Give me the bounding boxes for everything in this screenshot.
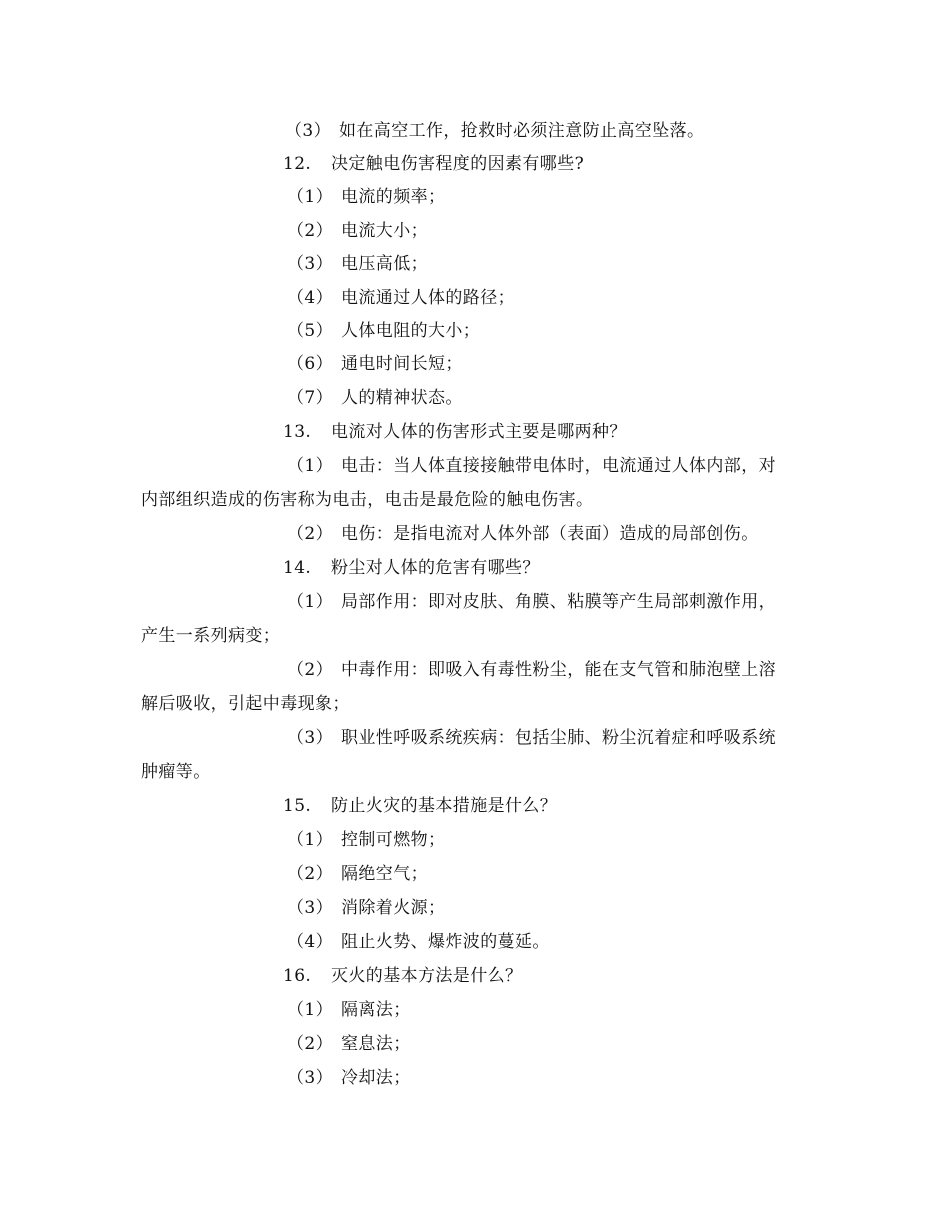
item-text: 隔绝空气；	[341, 864, 428, 884]
list-item	[287, 354, 463, 374]
item-number: （2）	[287, 221, 334, 241]
question-text: 粉尘对人体的危害有哪些？	[331, 558, 540, 578]
list-item	[287, 1000, 411, 1020]
list-item	[287, 864, 428, 884]
item-number: （1）	[287, 456, 334, 476]
list-item	[287, 1068, 411, 1088]
item-text: 内部组织造成的伤害称为电击，电击是最危险的触电伤害。	[141, 490, 594, 510]
item-number: （4）	[287, 288, 334, 308]
item-text: 隔离法；	[341, 1000, 411, 1020]
continuation-line	[141, 490, 593, 510]
item-number: （7）	[287, 388, 334, 408]
continuation-line	[141, 762, 211, 782]
item-text: 消除着火源；	[341, 898, 446, 918]
question-heading	[283, 558, 540, 578]
item-number: （1）	[287, 592, 334, 612]
list-item	[287, 321, 480, 341]
item-number: （3）	[287, 1068, 334, 1088]
question-number: 14.	[283, 558, 312, 578]
item-text: 控制可燃物；	[341, 830, 446, 850]
item-number: （2）	[287, 660, 334, 680]
item-text: 电压高低；	[341, 254, 428, 274]
item-number: （1）	[287, 830, 334, 850]
item-text: 冷却法；	[341, 1068, 411, 1088]
item-text: 电击：当人体直接接触带电体时，电流通过人体内部，对	[341, 456, 776, 476]
item-text: 电伤：是指电流对人体外部（表面）造成的局部创伤。	[341, 524, 759, 544]
list-item	[287, 456, 776, 476]
item-number: （3）	[285, 121, 332, 141]
question-number: 12.	[283, 154, 312, 174]
item-number: （2）	[287, 1034, 334, 1054]
question-heading	[283, 154, 584, 174]
item-text: 电流的频率；	[341, 187, 446, 207]
list-item	[287, 830, 445, 850]
question-number: 15.	[283, 796, 312, 816]
item-number: （1）	[287, 187, 334, 207]
item-number: （3）	[287, 898, 334, 918]
question-text: 防止火灾的基本措施是什么？	[331, 796, 558, 816]
item-number: （4）	[287, 932, 334, 952]
list-item	[287, 728, 776, 748]
list-item	[285, 121, 704, 141]
item-number: （3）	[287, 254, 334, 274]
item-text: 人体电阻的大小；	[341, 321, 481, 341]
item-text: 窒息法；	[341, 1034, 411, 1054]
item-text: 阻止火势、爆炸波的蔓延。	[341, 932, 550, 952]
question-text: 灭火的基本方法是什么？	[331, 966, 523, 986]
question-heading	[283, 966, 522, 986]
item-text: 中毒作用：即吸入有毒性粉尘，能在支气管和肺泡壁上溶	[341, 660, 776, 680]
list-item	[287, 288, 515, 308]
list-item	[287, 388, 463, 408]
item-number: （2）	[287, 524, 334, 544]
item-text: 肿瘤等。	[141, 762, 211, 782]
question-text: 电流对人体的伤害形式主要是哪两种？	[331, 422, 627, 442]
item-text: 电流通过人体的路径；	[341, 288, 515, 308]
list-item	[287, 1034, 411, 1054]
item-number: （6）	[287, 354, 334, 374]
item-text: 局部作用：即对皮肤、角膜、粘膜等产生局部刺激作用，	[341, 592, 776, 612]
item-text: 如在高空工作，抢救时必须注意防止高空坠落。	[339, 121, 705, 141]
item-number: （2）	[287, 864, 334, 884]
list-item	[287, 660, 776, 680]
item-number: （5）	[287, 321, 334, 341]
list-item	[287, 221, 428, 241]
item-number: （3）	[287, 728, 334, 748]
question-number: 13.	[283, 422, 312, 442]
item-text: 产生一系列病变；	[141, 626, 281, 646]
list-item	[287, 898, 445, 918]
continuation-line	[141, 626, 280, 646]
item-number: （1）	[287, 1000, 334, 1020]
item-text: 解后吸收，引起中毒现象；	[141, 694, 350, 714]
continuation-line	[141, 694, 350, 714]
list-item	[287, 187, 445, 207]
list-item	[287, 932, 550, 952]
question-text: 决定触电伤害程度的因素有哪些?	[331, 154, 585, 174]
question-number: 16.	[283, 966, 312, 986]
list-item	[287, 254, 428, 274]
list-item	[287, 524, 759, 544]
item-text: 电流大小；	[341, 221, 428, 241]
list-item	[287, 592, 776, 612]
question-heading	[283, 422, 627, 442]
item-text: 人的精神状态。	[341, 388, 463, 408]
item-text: 职业性呼吸系统疾病：包括尘肺、粉尘沉着症和呼吸系统	[341, 728, 776, 748]
item-text: 通电时间长短；	[341, 354, 463, 374]
question-heading	[283, 796, 557, 816]
